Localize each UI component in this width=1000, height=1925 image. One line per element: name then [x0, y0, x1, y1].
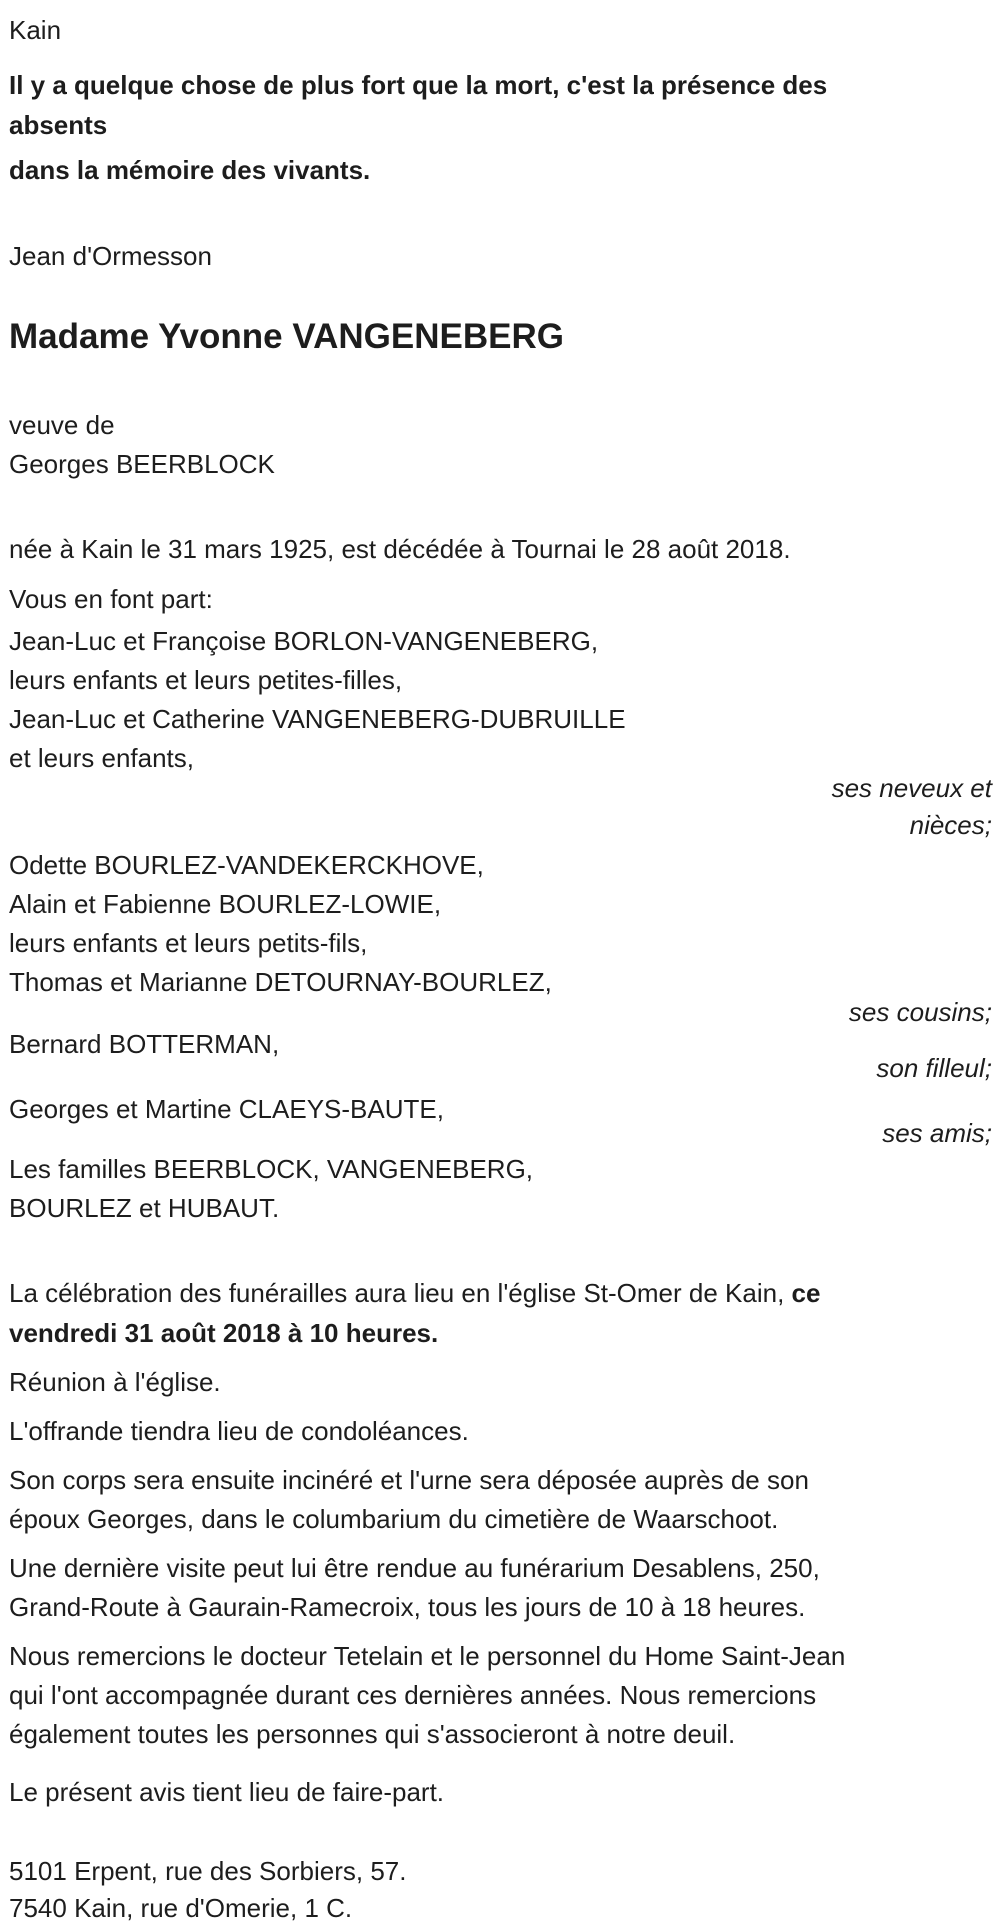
family-member-line: BOURLEZ et HUBAUT.: [9, 1193, 280, 1223]
relation-line: ses cousins;: [848, 997, 992, 1027]
relation-line: son filleul;: [876, 1053, 992, 1083]
family-member-line: Jean-Luc et Françoise BORLON-VANGENEBERG,: [9, 626, 599, 656]
address-line: 5101 Erpent, rue des Sorbiers, 57.: [9, 1856, 407, 1886]
detail-paragraph: Une dernière visite peut lui être rendue au funérarium Desablens, 250, Grand-Route à Gaurain-Ramecroix, tous les jours de 10 à 18 heures.: [9, 1553, 820, 1622]
family-member-line: Les familles BEERBLOCK, VANGENEBERG,: [9, 1154, 534, 1184]
memorial-quote-line2: dans la mémoire des vivants.: [9, 155, 371, 185]
quote-author: Jean d'Ormesson: [9, 241, 212, 271]
family-member-line: Georges et Martine CLAEYS-BAUTE,: [9, 1094, 444, 1124]
family-member-line: leurs enfants et leurs petits-fils,: [9, 928, 368, 958]
family-member-line: Jean-Luc et Catherine VANGENEBERG-DUBRUILLE: [9, 704, 626, 734]
relation-line: ses amis;: [882, 1118, 992, 1148]
details-section: [9, 1363, 992, 1812]
family-lines: [9, 622, 992, 778]
family-lines: [9, 1150, 992, 1228]
family-member-line: Thomas et Marianne DETOURNAY-BOURLEZ,: [9, 967, 552, 997]
family-member-line: Odette BOURLEZ-VANDEKERCKHOVE,: [9, 850, 484, 880]
family-member-line: Bernard BOTTERMAN,: [9, 1029, 280, 1059]
spouse-name: Georges BEERBLOCK: [9, 449, 275, 479]
relation-line: nièces;: [909, 810, 992, 840]
ceremony-date-emphasis: ce vendredi 31 août 2018 à 10 heures.: [9, 1278, 821, 1348]
relation-line: ses neveux et: [831, 773, 992, 803]
memorial-quote-line1: Il y a quelque chose de plus fort que la mort, c'est la présence des absents: [9, 70, 828, 140]
detail-paragraph: L'offrande tiendra lieu de condoléances.: [9, 1416, 469, 1446]
detail-paragraph: Le présent avis tient lieu de faire-part.: [9, 1777, 445, 1807]
addresses-section: [9, 1853, 992, 1925]
relation-intro: veuve de: [9, 410, 115, 440]
family-lines: [9, 846, 992, 1002]
ceremony-paragraph: [9, 1273, 849, 1353]
detail-paragraph: Réunion à l'église.: [9, 1367, 221, 1397]
ceremony-text: La célébration des funérailles aura lieu en l'église St-Omer de Kain,: [9, 1278, 785, 1308]
detail-paragraph: Nous remercions le docteur Tetelain et le personnel du Home Saint-Jean qui l'ont accompagnée durant ces dernières années. Nous remercions également toutes les personnes qui s'associeront à notre deuil.: [9, 1641, 846, 1749]
city-label: Kain: [9, 15, 62, 45]
announcement-intro: Vous en font part:: [9, 584, 213, 614]
family-member-line: leurs enfants et leurs petites-filles,: [9, 665, 403, 695]
detail-paragraph: Son corps sera ensuite incinéré et l'urne sera déposée auprès de son époux Georges, dans le columbarium du cimetière de Waarschoot.: [9, 1465, 809, 1534]
family-groups: [9, 622, 992, 1228]
family-member-line: Alain et Fabienne BOURLEZ-LOWIE,: [9, 889, 442, 919]
address-line: 7540 Kain, rue d'Omerie, 1 C.: [9, 1893, 353, 1923]
deceased-name-title: Madame Yvonne VANGENEBERG: [9, 317, 564, 356]
family-group: [9, 1090, 992, 1152]
family-group: [9, 846, 992, 1031]
relation-label: [9, 770, 992, 844]
family-group: [9, 622, 992, 844]
family-group: [9, 1025, 992, 1087]
family-group: [9, 1150, 992, 1228]
life-dates: née à Kain le 31 mars 1925, est décédée à Tournai le 28 août 2018.: [9, 534, 791, 564]
widow-block: [9, 406, 992, 484]
family-member-line: et leurs enfants,: [9, 743, 194, 773]
